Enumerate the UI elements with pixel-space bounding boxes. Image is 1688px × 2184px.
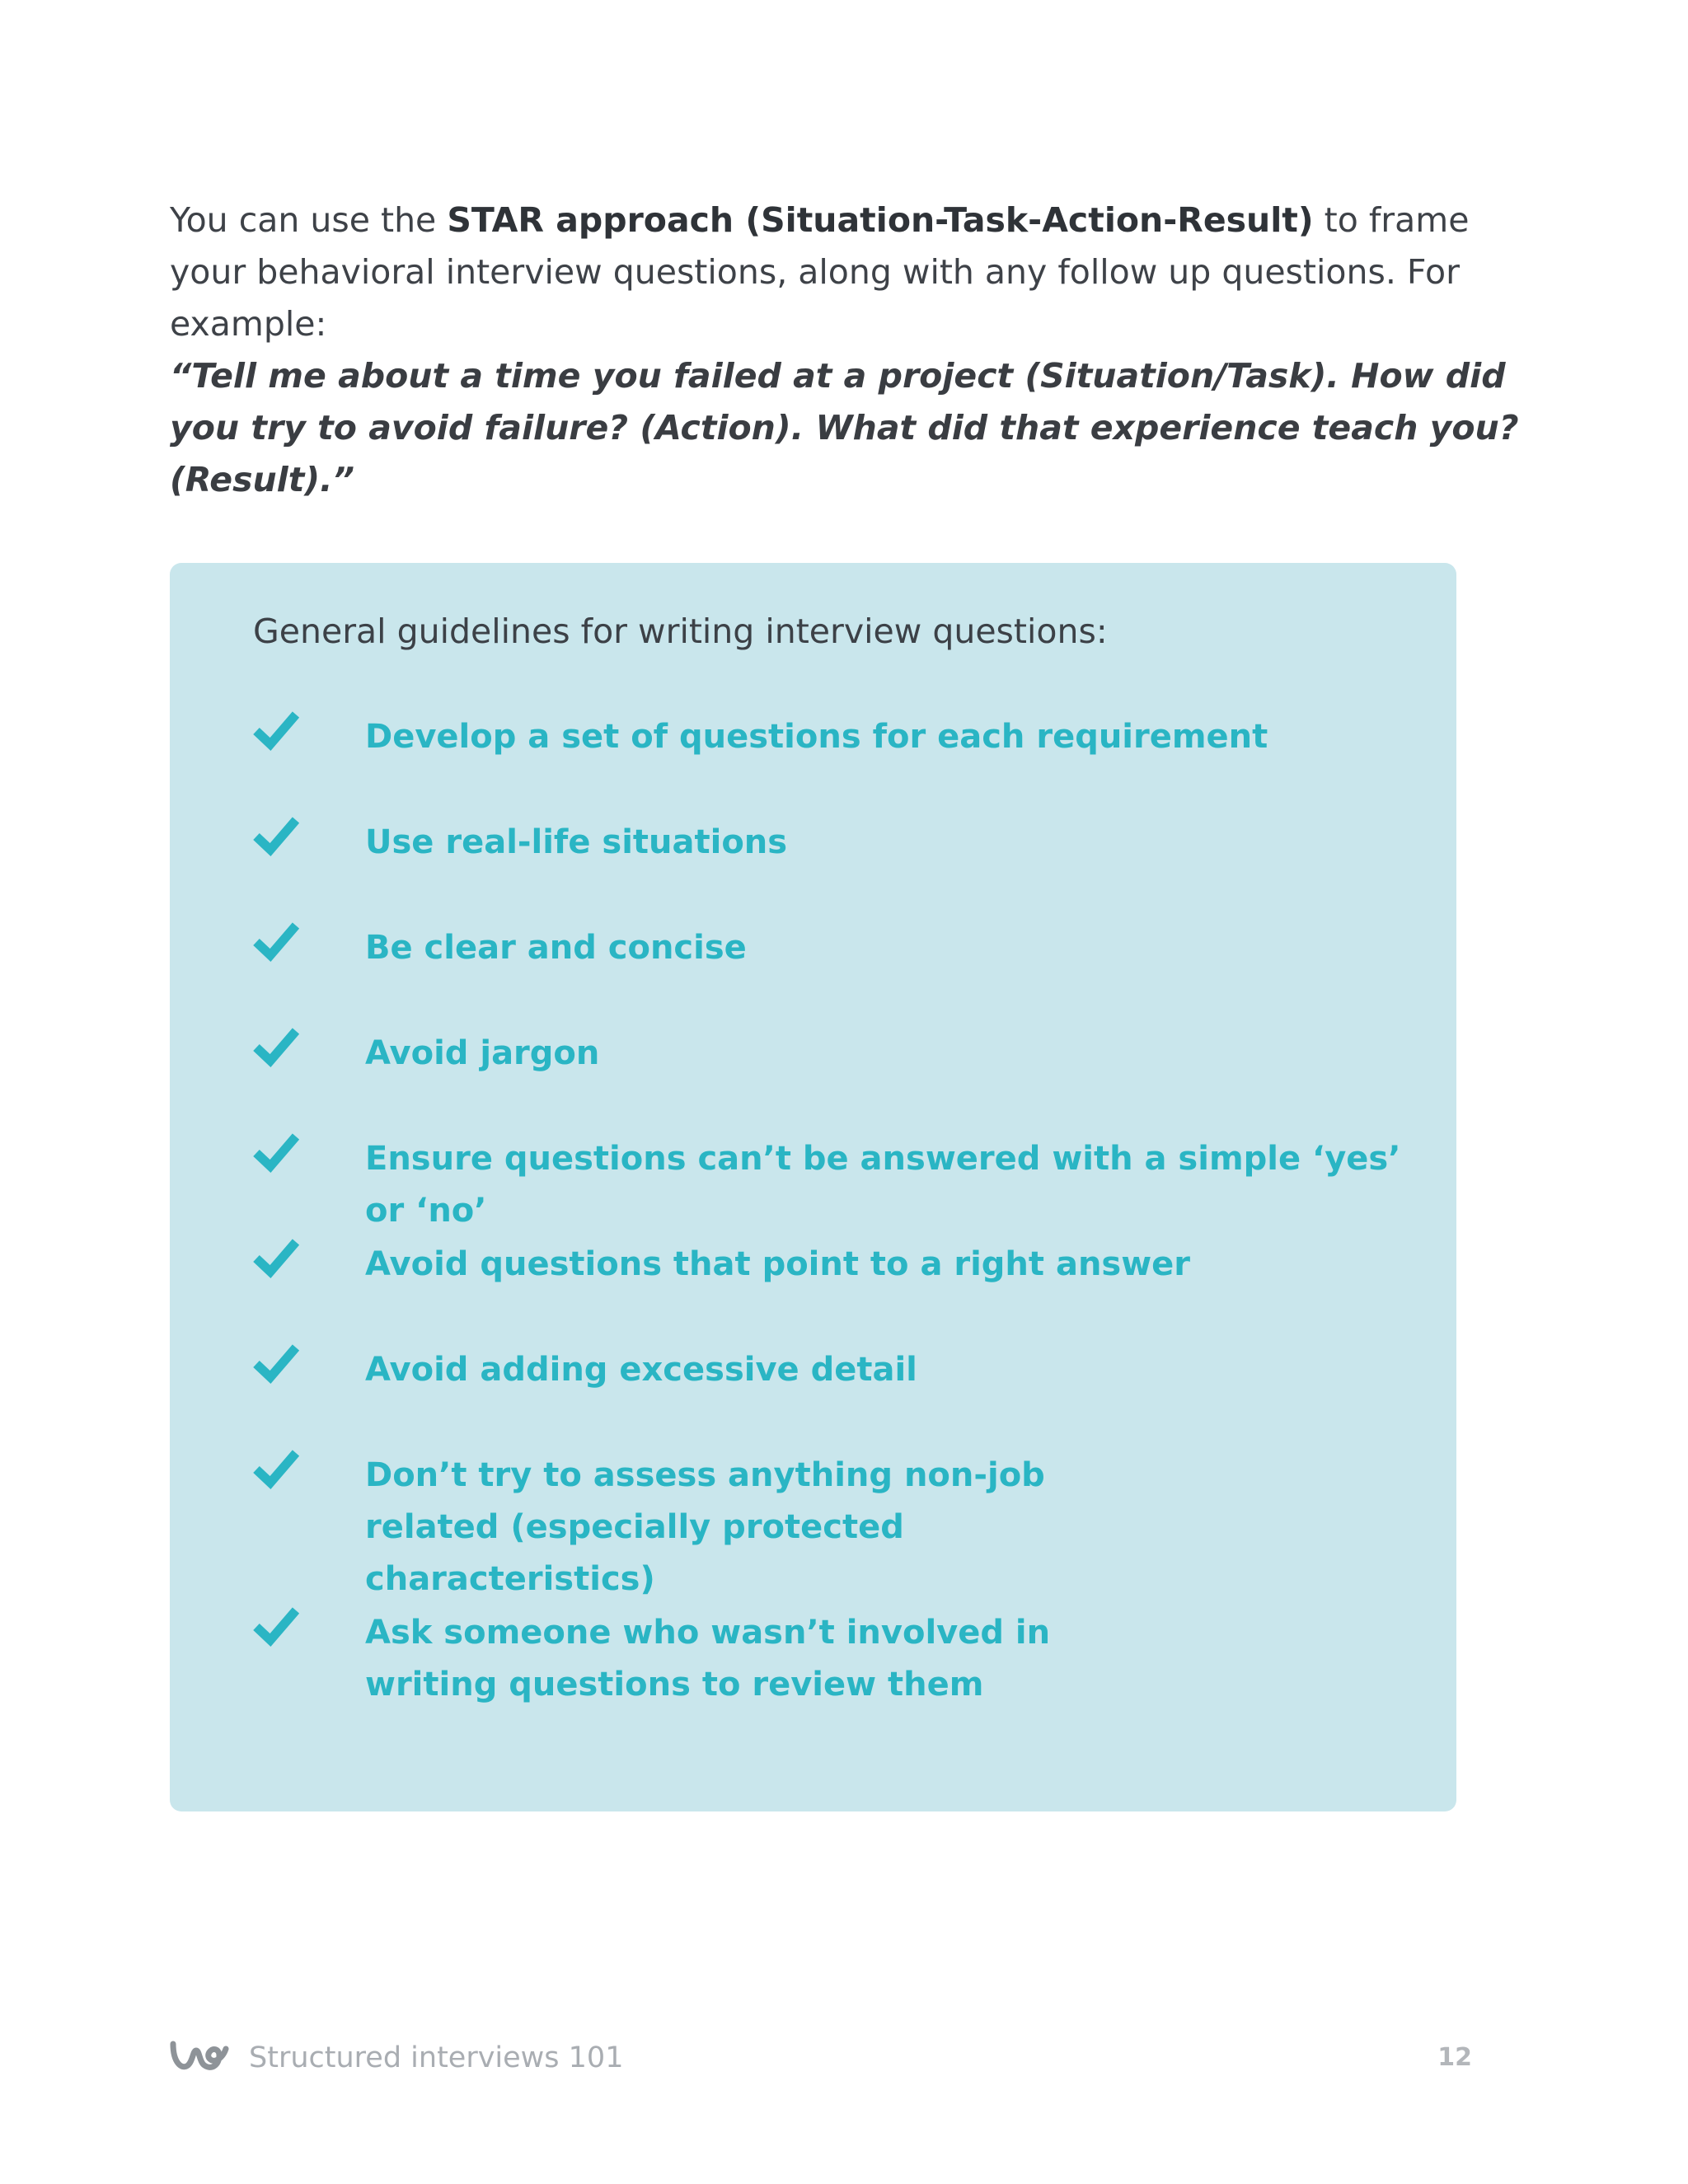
check-icon	[253, 1605, 299, 1647]
guideline-text: Avoid jargon	[365, 1034, 600, 1072]
guideline-text: Ask someone who wasn’t involved in writing questions to review them	[365, 1614, 1051, 1704]
guideline-text: Use real-life situations	[365, 823, 788, 861]
guideline-text: Don’t try to assess anything non-job related (especially protected characteristics)	[365, 1456, 1045, 1598]
guideline-text: Avoid adding excessive detail	[365, 1351, 917, 1389]
brand-logo-icon	[170, 2037, 229, 2074]
guidelines-box	[170, 563, 1456, 1811]
guideline-text: Ensure questions can’t be answered with a simple ‘yes’ or ‘no’	[365, 1140, 1401, 1230]
check-icon	[253, 1237, 299, 1278]
guideline-text: Develop a set of questions for each requirement	[365, 718, 1268, 756]
intro-text-after: to frame your behavioral interview questions, along with any follow up questions. For example:	[170, 200, 1470, 344]
guideline-text: Be clear and concise	[365, 929, 747, 967]
example-quote: “Tell me about a time you failed at a project (Situation/Task). How did you try to avoid failure? (Action). What did that experience teach you? (Result).”	[170, 356, 1519, 499]
check-icon	[253, 921, 299, 962]
check-icon	[253, 710, 299, 751]
intro-text-before: You can use the	[170, 200, 448, 240]
check-icon	[253, 1343, 299, 1384]
page-number: 12	[1437, 2043, 1472, 2072]
page-footer	[170, 2036, 1472, 2085]
check-icon	[253, 1132, 299, 1173]
check-icon	[253, 1026, 299, 1067]
guidelines-heading: General guidelines for writing interview questions:	[253, 612, 1108, 651]
check-icon	[253, 815, 299, 856]
footer-document-title: Structured interviews 101	[249, 2041, 624, 2074]
intro-paragraph	[170, 194, 1522, 350]
guideline-text: Avoid questions that point to a right answer	[365, 1245, 1191, 1283]
intro-bold-term: STAR approach (Situation-Task-Action-Result)	[447, 200, 1314, 240]
check-icon	[253, 1448, 299, 1489]
